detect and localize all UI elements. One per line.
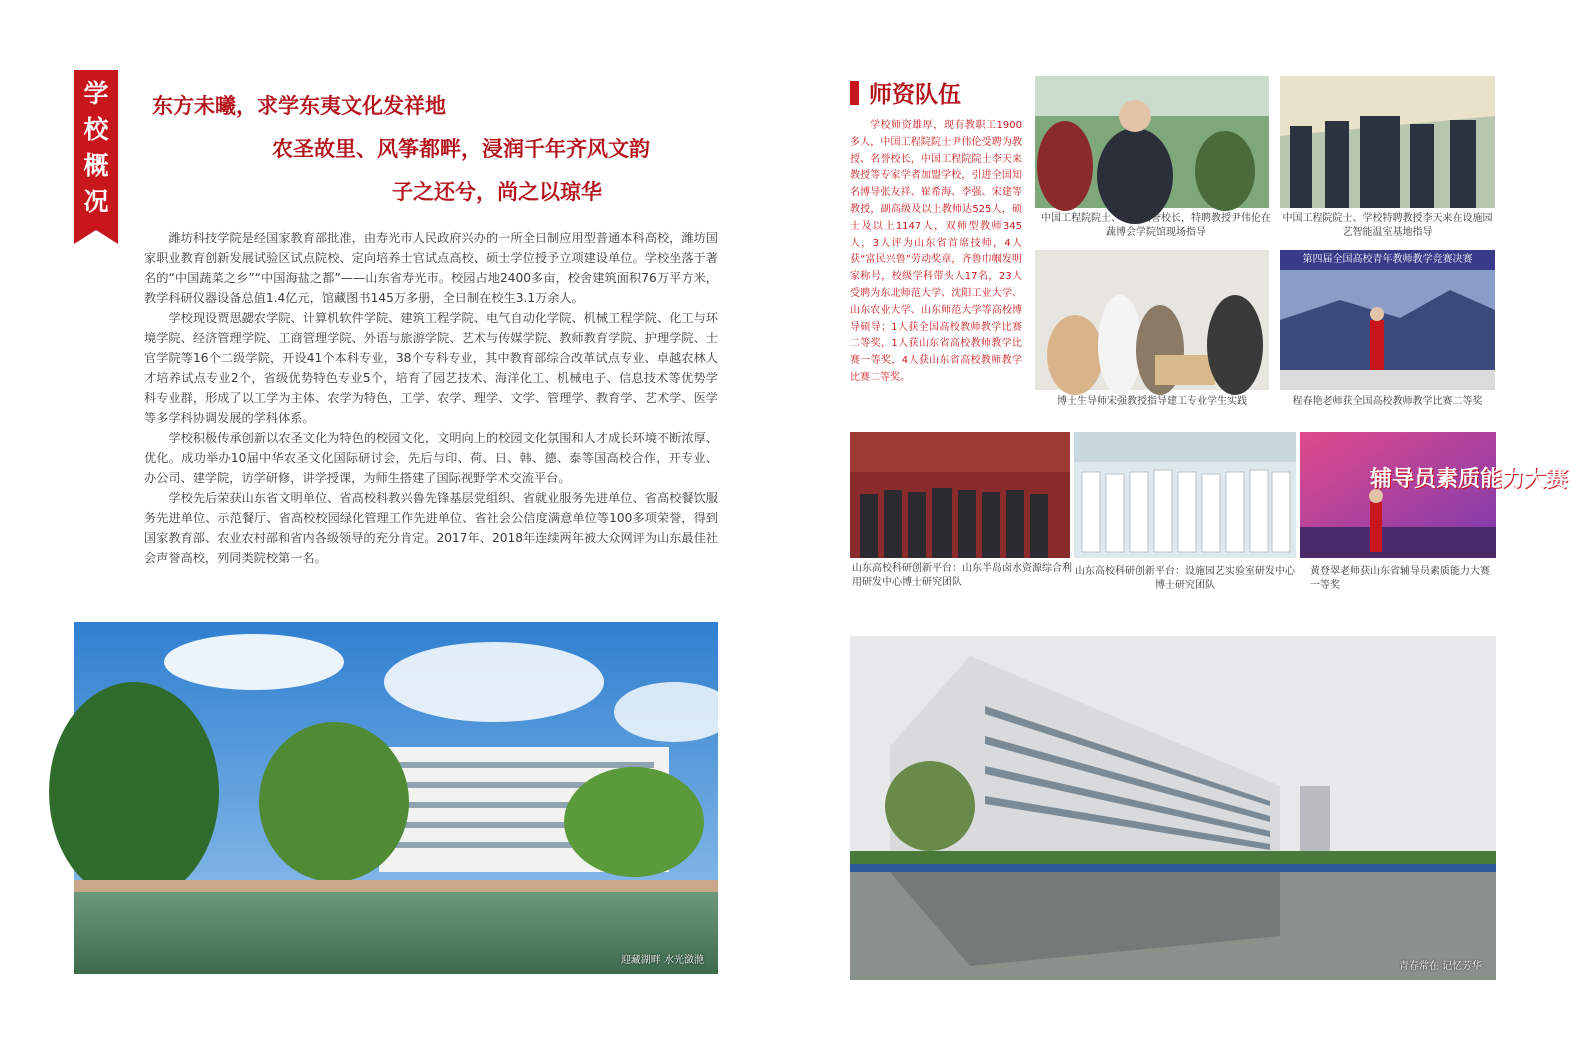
photo-caption: 迎藏湖畔 水光潋滟 [620, 955, 704, 966]
campus-lake-photo [74, 622, 718, 974]
photo-caption: 博士生导师宋强教授指导建工专业学生实践 [1057, 396, 1247, 407]
academician-visit-photo [1035, 76, 1269, 208]
ribbon-label: 学校概况 [83, 79, 109, 216]
slogan-line-2: 农圣故里、风筝都畔，浸润千年齐风文韵 [272, 137, 650, 161]
counselor-contest-photo [1300, 432, 1569, 558]
research-team-photo-1 [850, 432, 1070, 558]
intro-paragraph: 学校先后荣获山东省文明单位、省高校科教兴鲁先锋基层党组织、省就业服务先进单位、省高校餐饮服务先进单位、示范餐厅、省高校校园绿化管理工作先进单位、省社会公信度满意单位等100多项荣誉，得到国家教育部、农业农村部和省内各级领导的充分肯定。2017年、2018年连续两年被大众网评为山东最佳社会声誉高校，列同类院校第一名。 [144, 491, 718, 565]
intro-paragraph: 潍坊科技学院是经国家教育部批准，由寿光市人民政府兴办的一所全日制应用型普通本科高校，潍坊国家职业教育创新发展试验区试点院校、定向培养士官试点高校、硕士学位授予立项建设单位。学校坐落于著名的“中国蔬菜之乡”“中国海盐之都”——山东省寿光市。校园占地2400多亩，校舍建筑面积76万平方米，教学科研仪器设备总值1.4亿元，馆藏图书145万多册，全日制在校生3.1万余人。 [144, 231, 718, 305]
photo-caption: 中国工程院院士、学校特聘教授李天来在设施园艺智能温室基地指导 [1282, 213, 1493, 238]
teaching-competition-photo [1280, 250, 1495, 390]
lab-guidance-photo [1035, 250, 1269, 390]
greenhouse-visit-photo [1280, 76, 1495, 208]
contest-title: 辅导员素质能力大赛 [1370, 467, 1569, 492]
faculty-section-title [850, 76, 961, 109]
photo-caption: 山东高校科研创新平台：设施园艺实验室研发中心博士研究团队 [1075, 566, 1295, 591]
title-bar [850, 81, 859, 105]
photo-caption: 山东高校科研创新平台：山东半岛卤水资源综合利用研发中心博士研究团队 [852, 563, 1072, 588]
photo-caption: 黄登翠老师获山东省辅导员素质能力大赛一等奖 [1310, 566, 1490, 591]
section-ribbon [74, 70, 118, 230]
photo-caption: 中国工程院院士、学校名誉校长，特聘教授尹伟伦在蔬博会学院馆现场指导 [1041, 213, 1271, 238]
intro-paragraph: 学校现设贾思勰农学院、计算机软件学院、建筑工程学院、电气自动化学院、机械工程学院、化工与环境学院、经济管理学院、工商管理学院、外语与旅游学院、艺术与传媒学院、教师教育学院、护理学院、士官学院等16个二级学院，开设41个本科专业，38个专科专业，其中教育部综合改革试点专业、卓越农林人才培养试点专业2个，省级优势特色专业5个，培育了园艺技术、海洋化工、机械电子、信息技术等优势学科专业群，形成了以工学为主体、农学为特色，工学、农学、理学、文学、管理学、教育学、艺术学、医学等多学科协调发展的学科体系。 [144, 311, 718, 425]
research-team-photo-2 [1074, 432, 1296, 558]
photo-caption: 程春艳老师获全国高校教师教学比赛二等奖 [1292, 396, 1483, 407]
slogan-line-1: 东方未曦，求学东夷文化发祥地 [152, 94, 446, 118]
photo-caption: 青春常在 记忆芳华 [1398, 961, 1482, 972]
campus-building-photo [850, 636, 1496, 980]
intro-paragraph: 学校积极传承创新以农圣文化为特色的校园文化，文明向上的校园文化氛围和人才成长环境不断浓厚、优化。成功举办10届中华农圣文化国际研讨会，先后与印、荷、日、韩、德、泰等国高校合作，开专业、办公司、建学院，访学研修，讲学授课，为师生搭建了国际视野学术交流平台。 [144, 431, 718, 485]
intro-text [144, 228, 718, 568]
slogan-line-3: 子之还兮，尚之以琼华 [392, 180, 602, 204]
faculty-description: 学校师资雄厚，现有教职工1900多人，中国工程院院士尹伟伦受聘为教授、名誉校长，中国工程院院士李天来教授等专家学者加盟学校，引进全国知名博导张友祥、崔希海、李强、宋建等教授，副高级及以上教师达525人，硕士及以上1147人，双师型教师345人，3人评为山东省首席技师，4人获“富民兴鲁”劳动奖章，齐鲁巾帼发明家称号，校级学科带头人17名，23人受聘为东北师范大学、沈阳工业大学、山东农业大学、山东师范大学等高校博导硕导；1人获全国高校教师教学比赛二等奖，1人获山东省高校教师教学比赛一等奖，4人获山东省高校教师教学比赛二等奖。 [850, 120, 1022, 383]
competition-banner: 第四届全国高校青年教师教学竞赛决赛 [1280, 250, 1495, 270]
section-title: 师资队伍 [869, 82, 961, 108]
